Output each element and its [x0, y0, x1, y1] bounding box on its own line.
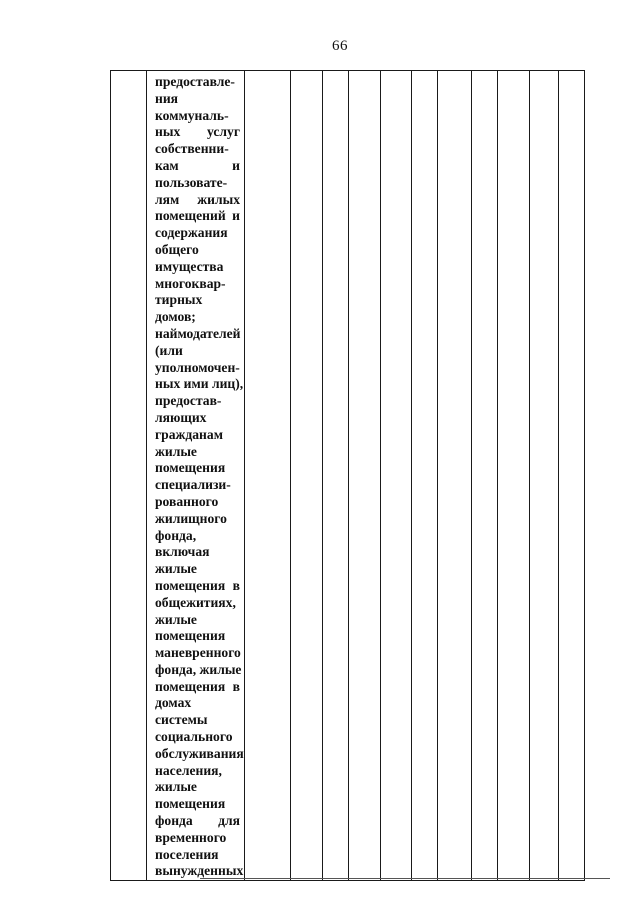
description-line: жилищного — [155, 510, 227, 526]
index-cell — [111, 71, 147, 881]
description-line: гражданам — [155, 426, 223, 442]
empty-cell — [412, 71, 438, 881]
empty-cell — [559, 71, 585, 881]
description-line: предостав- — [155, 393, 222, 409]
description-line: помещения — [155, 628, 226, 644]
description-line: помещения — [155, 460, 226, 476]
description-line: предоставле- — [155, 74, 235, 89]
empty-cell — [291, 71, 323, 881]
description-line: тирных — [155, 292, 203, 308]
description-line: обслуживания — [155, 745, 244, 761]
description-line: уполномочен- — [155, 359, 240, 375]
description-line: домов; — [155, 309, 196, 325]
description-line: системы — [155, 712, 208, 728]
empty-cell — [323, 71, 349, 881]
description-line: ных ими лиц), — [155, 376, 244, 392]
description-line: многоквар- — [155, 275, 226, 291]
description-line: собственни- — [155, 141, 229, 157]
empty-cell — [245, 71, 291, 881]
description-line: рованного — [155, 493, 219, 509]
empty-cell — [381, 71, 412, 881]
description-line: домах — [155, 695, 192, 711]
description-line: социального — [155, 729, 233, 745]
description-line: коммуналь- — [155, 107, 229, 123]
description-line: фонда, — [155, 527, 197, 543]
description-line: жилые — [155, 611, 197, 627]
description-line: включая — [155, 544, 210, 560]
description-line: жилые — [155, 443, 197, 459]
description-cell — [147, 71, 245, 881]
description-line: помещения в — [155, 577, 240, 593]
page-number: 66 — [332, 38, 348, 54]
description-line: ния — [155, 90, 179, 106]
description-line: маневренного — [155, 645, 241, 661]
description-line: наймодателей — [155, 325, 241, 341]
description-line: фонда для — [155, 813, 240, 829]
description-line: поселения — [155, 846, 219, 862]
description-line: жилые — [155, 561, 197, 577]
description-line: специализи- — [155, 477, 231, 493]
description-line: содержания — [155, 225, 228, 241]
document-table — [110, 70, 585, 881]
description-line: вынужденных — [155, 863, 244, 879]
description-line: (или — [155, 342, 183, 358]
empty-cell — [349, 71, 381, 881]
description-line: помещения — [155, 796, 226, 812]
empty-cell — [472, 71, 498, 881]
description-line: временного — [155, 829, 227, 845]
bottom-divider — [200, 878, 610, 879]
description-line: лям жилых — [155, 191, 240, 207]
empty-cell — [438, 71, 472, 881]
description-line: кам и — [155, 157, 240, 173]
description-line: помещения в — [155, 678, 240, 694]
description-line: ляющих — [155, 409, 207, 425]
empty-cell — [530, 71, 559, 881]
description-line: населения, — [155, 762, 222, 778]
description-text — [155, 74, 244, 880]
description-line: имущества — [155, 258, 224, 274]
description-line: помещений и — [155, 208, 240, 224]
description-line: жилые — [155, 779, 197, 795]
description-line: ных услуг — [155, 124, 240, 140]
description-line: общежитиях, — [155, 594, 236, 610]
table-row — [111, 71, 585, 881]
empty-cell — [498, 71, 530, 881]
description-line: общего — [155, 241, 199, 257]
description-line: пользовате- — [155, 174, 228, 190]
description-line: фонда, жилые — [155, 661, 242, 677]
